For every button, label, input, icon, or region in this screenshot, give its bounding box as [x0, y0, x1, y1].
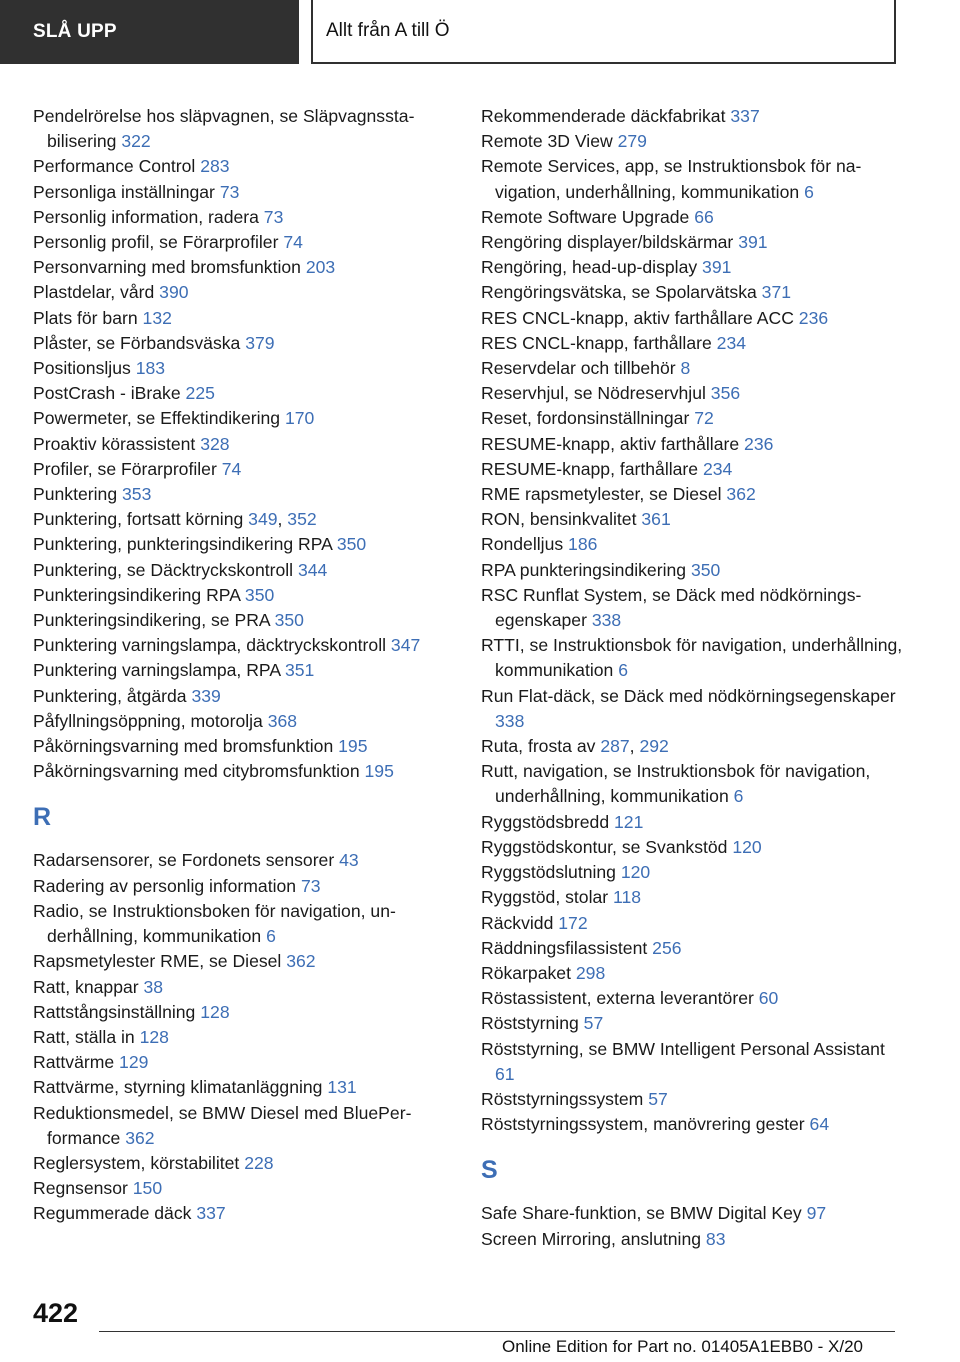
page-reference-link[interactable]: 150 [132, 1178, 163, 1199]
index-entry [481, 154, 906, 204]
index-entry [33, 154, 458, 179]
index-entry [33, 1101, 458, 1151]
index-entry-text: Ryggstödsbredd [481, 811, 610, 832]
index-entry [33, 949, 458, 974]
page-reference-link[interactable]: 391 [738, 232, 768, 253]
index-entry [481, 507, 906, 532]
index-entry [481, 961, 906, 986]
index-entry [481, 1011, 906, 1036]
index-entry [481, 860, 906, 885]
index-entry [33, 1201, 458, 1226]
index-entry-text: Röststyrning [481, 1013, 579, 1034]
index-entry [33, 583, 458, 608]
index-entry-text: Plats för barn [33, 307, 138, 328]
page-reference-link[interactable]: 129 [119, 1052, 149, 1073]
index-entry-text: Punktering varningslampa, däcktryckskontroll [33, 635, 387, 656]
index-entry [481, 306, 906, 331]
index-entry-text: Plåster, se Förbandsväska [33, 332, 241, 353]
index-entry-text: Rattvärme [33, 1052, 115, 1073]
index-entry-text: Ryggstödslutning [481, 862, 616, 883]
index-entry-text: Punkteringsindikering, se PRA [33, 610, 270, 631]
index-entry [33, 381, 458, 406]
index-entry-text: RESUME-knapp, farthållare [481, 458, 699, 479]
index-entry [33, 205, 458, 230]
page-reference-link[interactable]: 60 [758, 988, 779, 1009]
index-entry-text: Ruta, frosta av [481, 736, 596, 757]
index-entry [33, 230, 458, 255]
index-entry [33, 684, 458, 709]
page-reference-link[interactable]: 368 [267, 710, 298, 731]
index-entry [33, 306, 458, 331]
index-entry [33, 532, 458, 557]
index-entry [33, 658, 458, 683]
index-entry-text: Regnsensor [33, 1178, 128, 1199]
page-reference-link[interactable]: 74 [283, 232, 303, 253]
page-reference-link[interactable]: 337 [196, 1203, 226, 1224]
page-reference-link[interactable]: 350 [690, 559, 721, 580]
index-entry [33, 1075, 458, 1100]
page-reference-link[interactable]: 283 [200, 156, 230, 177]
index-entry [481, 482, 906, 507]
index-column-right [481, 104, 906, 1252]
index-entry [481, 205, 906, 230]
index-entry [481, 1087, 906, 1112]
index-entry-text: Remote Services, app, se Instruktionsbok för navigation, underhållning, kommunikation [481, 156, 862, 202]
index-entry-text: Röststyrning, se BMW Intelligent Personal Assistant [481, 1038, 885, 1059]
page-reference-link[interactable]: 83 [705, 1228, 726, 1249]
page-reference-link[interactable]: 279 [617, 131, 647, 152]
page-reference-link[interactable]: 349 [248, 509, 278, 530]
index-entry [33, 734, 458, 759]
index-entry-text: Rökarpaket [481, 962, 571, 983]
page-reference-link[interactable]: 361 [641, 509, 671, 530]
page-reference-link[interactable]: 131 [327, 1077, 357, 1098]
index-entry [481, 684, 906, 734]
page-reference-link[interactable]: 74 [221, 458, 242, 479]
index-entry-text: Reservhjul, se Nödreservhjul [481, 383, 706, 404]
index-entry-text: Rengöring displayer/bildskärmar [481, 232, 734, 253]
page-reference-link[interactable]: 353 [122, 484, 152, 505]
index-entry [33, 482, 458, 507]
page-reference-link[interactable]: 128 [200, 1001, 230, 1022]
index-entry [481, 457, 906, 482]
index-entry [33, 280, 458, 305]
index-entry [33, 331, 458, 356]
index-entry-text: RME rapsmetylester, se Diesel [481, 484, 722, 505]
page-reference-link[interactable]: 120 [620, 862, 651, 883]
index-entry-text: Safe Share-funktion, se BMW Digital Key [481, 1203, 802, 1224]
index-entry [481, 1227, 906, 1252]
index-entry: Punktering, fortsatt körning 349, 352 [33, 509, 317, 530]
index-entry-text: Rondelljus [481, 534, 564, 555]
page-reference-link[interactable]: 328 [200, 433, 230, 454]
index-entry [33, 633, 458, 658]
page-reference-link[interactable]: 337 [730, 106, 760, 126]
index-entry-text: Punktering [33, 484, 118, 505]
page-reference-link[interactable]: 170 [284, 408, 315, 429]
page-reference-link[interactable]: 172 [558, 912, 588, 933]
index-entry-text: Röstassistent, externa leverantörer [481, 988, 754, 1009]
page-reference-link[interactable]: 43 [339, 850, 359, 871]
index-entry [481, 1037, 906, 1087]
page-reference-link[interactable]: 57 [648, 1088, 668, 1109]
index-entry-text: Plastdelar, vård [33, 282, 155, 303]
index-entry-text: Radio, se Instruktionsboken för navigation, underhållning, kommunikation [33, 900, 396, 947]
page-reference-link[interactable]: 256 [652, 937, 682, 958]
page-reference-link[interactable]: 38 [143, 976, 164, 997]
page-reference-link[interactable]: 351 [284, 660, 315, 681]
index-entry [481, 381, 906, 406]
page-reference-link[interactable]: 183 [135, 358, 166, 379]
index-entry-text: Reservdelar och tillbehör [481, 358, 676, 379]
page-reference-link[interactable]: 287 [600, 736, 630, 757]
page-reference-link[interactable]: 339 [191, 685, 221, 706]
index-entry-text: Screen Mirroring, anslutning [481, 1228, 702, 1249]
page-reference-link[interactable]: 225 [185, 383, 215, 404]
page-reference-link[interactable]: 6 [733, 786, 744, 807]
page-reference-link[interactable]: 234 [702, 458, 733, 479]
index-entry-text: Personlig information, radera [33, 206, 259, 227]
page-reference-link[interactable]: 228 [244, 1152, 274, 1173]
index-entry [33, 432, 458, 457]
index-entry [33, 899, 458, 949]
page-reference-link[interactable]: 73 [219, 181, 240, 202]
index-entry-text: Punktering, fortsatt körning [33, 509, 244, 530]
index-entry-text: Påkörningsvarning med citybromsfunktion [33, 761, 360, 782]
index-entry-text: Räddningsfilassistent [481, 937, 648, 958]
index-entry-text: RESUME-knapp, aktiv farthållare [481, 433, 740, 454]
index-entry-text: Punktering varningslampa, RPA [33, 660, 281, 681]
index-entry-text: Performance Control [33, 156, 196, 177]
index-entry-text: Radarsensorer, se Fordonets sensorer [33, 850, 335, 871]
index-entry [33, 759, 458, 784]
section-letter: S [481, 1156, 498, 1185]
page-reference-link[interactable]: 322 [121, 131, 151, 152]
page-reference-link[interactable]: 379 [245, 332, 275, 353]
page-reference-link[interactable]: 350 [244, 584, 275, 605]
page-reference-link[interactable]: 128 [139, 1026, 169, 1047]
section-tab [0, 0, 299, 64]
index-entry-text: Profiler, se Förarprofiler [33, 458, 217, 479]
page-reference-link[interactable]: 362 [726, 484, 756, 505]
index-entry [33, 848, 458, 873]
page-reference-link[interactable]: 97 [806, 1203, 827, 1224]
index-entry-text: RPA punkteringsindikering [481, 559, 687, 580]
page-reference-link[interactable]: 203 [305, 257, 336, 278]
index-entry-text: Positionsljus [33, 358, 131, 379]
index-entry [33, 874, 458, 899]
index-entry-text: Ratt, ställa in [33, 1026, 135, 1047]
page-reference-link[interactable]: 347 [390, 635, 421, 656]
page-reference-link[interactable]: 338 [495, 710, 525, 731]
page-reference-link[interactable]: 338 [591, 610, 622, 631]
index-entry-text: Röststyrningssystem [481, 1088, 644, 1109]
index-entry-text: RES CNCL-knapp, aktiv farthållare ACC [481, 307, 794, 328]
index-entry-text: Rengöringsvätska, se Spolarvätska [481, 282, 757, 303]
index-entry-text: RES CNCL-knapp, farthållare [481, 332, 712, 353]
index-entry-text: Ryggstöd, stolar [481, 887, 609, 908]
index-entry-text: RSC Runflat System, se Däck med nödkörningsegenskaper [481, 584, 862, 631]
page-reference-link[interactable]: 132 [142, 307, 172, 328]
page-reference-link[interactable]: 236 [744, 433, 774, 454]
index-entry-text: Pendelrörelse hos släpvagnen, se Släpvagnsstabilisering [33, 106, 415, 152]
index-entry-text: Proaktiv körassistent [33, 433, 196, 454]
index-entry-text: PostCrash - iBrake [33, 383, 181, 404]
index-entry [481, 406, 906, 431]
page-reference-link[interactable]: 72 [694, 408, 714, 429]
section-letter: R [33, 803, 52, 832]
index-entry-text: Rapsmetylester RME, se Diesel [33, 951, 282, 972]
index-entry [481, 532, 906, 557]
page-reference-link[interactable]: 344 [297, 559, 328, 580]
index-entry-text: Påfyllningsöppning, motorolja [33, 710, 263, 731]
index-entry-text: Punktering, se Däcktryckskontroll [33, 559, 294, 580]
index-entry-text: Punkteringsindikering RPA [33, 584, 241, 605]
index-entry [481, 1112, 906, 1137]
page-reference-link[interactable]: 73 [300, 875, 321, 896]
index-entry-text: Påkörningsvarning med bromsfunktion [33, 736, 334, 757]
page-reference-link[interactable]: 8 [680, 358, 691, 379]
index-entry [33, 608, 458, 633]
page-reference-link[interactable]: 66 [694, 206, 714, 227]
index-entry [481, 331, 906, 356]
index-entry [33, 180, 458, 205]
index-entry [33, 104, 458, 154]
index-entry-text: Remote 3D View [481, 131, 613, 152]
index-entry [33, 709, 458, 734]
page-reference-link[interactable]: 6 [804, 181, 814, 202]
index-entry-text: Radering av personlig information [33, 875, 297, 896]
page-reference-link[interactable]: 362 [125, 1127, 155, 1148]
index-entry [481, 255, 906, 280]
index-entry-text: Punktering, punkteringsindikering RPA [33, 534, 332, 555]
index-entry [33, 558, 458, 583]
index-entry-text: Personvarning med bromsfunktion [33, 257, 301, 278]
page-reference-link[interactable]: 362 [286, 951, 316, 972]
page-reference-link[interactable]: 6 [266, 926, 276, 947]
index-entry [33, 975, 458, 1000]
page-reference-link[interactable]: 118 [613, 887, 642, 908]
page-reference-link[interactable]: 350 [336, 534, 367, 555]
index-entry-text: Rengöring, head-up-display [481, 257, 698, 278]
index-entry-text: Rattvärme, styrning klimatanläggning [33, 1077, 323, 1098]
index-entry-text: RTTI, se Instruktionsbok för navigation, underhållning, kommunikation [481, 635, 903, 681]
index-entry [33, 1000, 458, 1025]
index-entry-text: Reduktionsmedel, se BMW Diesel med BluePerformance [33, 1102, 412, 1148]
footer-divider [99, 1331, 895, 1332]
page-reference-link[interactable]: 186 [568, 534, 598, 555]
index-entry-text: Personlig profil, se Förarprofiler [33, 232, 279, 253]
chapter-tab [311, 0, 896, 64]
page-reference-link[interactable]: 292 [639, 736, 669, 757]
index-entry-text: Ryggstödskontur, se Svankstöd [481, 836, 728, 857]
index-entry [481, 432, 906, 457]
index-entry [33, 1176, 458, 1201]
index-entry [33, 406, 458, 431]
index-entry [481, 104, 906, 129]
index-entry [33, 1151, 458, 1176]
page-reference-link[interactable]: 234 [716, 332, 747, 353]
index-entry-text: Röststyrningssystem, manövrering gester [481, 1114, 805, 1135]
index-entry-text: Reglersystem, körstabilitet [33, 1152, 240, 1173]
index-entry [481, 583, 906, 633]
index-entry [481, 835, 906, 860]
index-entry-text: Reset, fordonsinställningar [481, 408, 690, 429]
index-entry-text: Rattstångsinställning [33, 1001, 196, 1022]
page-number: 422 [33, 1298, 79, 1328]
index-entry-text: Rekommenderade däckfabrikat [481, 106, 726, 126]
index-entry [481, 558, 906, 583]
page-reference-link[interactable]: 298 [575, 962, 606, 983]
index-entry-text: Powermeter, se Effektindikering [33, 408, 281, 429]
index-entry-text: Remote Software Upgrade [481, 206, 690, 227]
section-title: SLÅ UPP [33, 21, 117, 42]
page-reference-link[interactable]: 121 [614, 811, 644, 832]
index-entry-text: Personliga inställningar [33, 181, 215, 202]
index-entry-text: Punktering, åtgärda [33, 685, 187, 706]
index-entry [481, 1201, 906, 1226]
index-entry [33, 255, 458, 280]
page-reference-link[interactable]: 61 [495, 1063, 515, 1084]
page-reference-link[interactable]: 390 [159, 282, 189, 303]
index-entry-text: Rutt, navigation, se Instruktionsbok för navigation, underhållning, kommunikation [481, 761, 871, 807]
index-entry-text: RON, bensinkvalitet [481, 509, 637, 530]
index-entry [481, 936, 906, 961]
index-entry [481, 230, 906, 255]
index-entry-text: Ratt, knappar [33, 976, 139, 997]
page-reference-link[interactable]: 236 [798, 307, 829, 328]
index-entry [481, 633, 906, 683]
page-reference-link[interactable]: 352 [287, 509, 317, 530]
page-reference-link[interactable]: 64 [809, 1114, 830, 1135]
index-entry [33, 1025, 458, 1050]
index-entry [481, 911, 906, 936]
index-entry [481, 759, 906, 809]
page-reference-link[interactable]: 391 [702, 257, 732, 278]
index-entry [481, 986, 906, 1011]
page-reference-link[interactable]: 120 [732, 836, 762, 857]
page-reference-link[interactable]: 195 [338, 736, 368, 757]
index-entry [481, 356, 906, 381]
page-reference-link[interactable]: 73 [263, 206, 284, 227]
page-reference-link[interactable]: 57 [583, 1013, 604, 1034]
index-entry: Ruta, frosta av 287, 292 [481, 736, 669, 757]
page-reference-link[interactable]: 371 [761, 282, 792, 303]
index-entry [481, 810, 906, 835]
index-entry [481, 280, 906, 305]
index-entry [33, 1050, 458, 1075]
page-reference-link[interactable]: 195 [364, 761, 394, 782]
page-reference-link[interactable]: 356 [710, 383, 741, 404]
page-reference-link[interactable]: 350 [274, 610, 304, 631]
index-column-left [33, 104, 458, 1227]
index-entry [33, 356, 458, 381]
footer-edition: Online Edition for Part no. 01405A1EBB0 - X/20 [502, 1337, 864, 1356]
index-entry [33, 457, 458, 482]
index-entry-text: Räckvidd [481, 912, 554, 933]
index-entry [481, 129, 906, 154]
index-entry-text: Run Flat-däck, se Däck med nödkörningsegenskaper [481, 685, 896, 706]
index-entry [481, 885, 906, 910]
chapter-title: Allt från A till Ö [326, 20, 450, 41]
page-reference-link[interactable]: 6 [618, 660, 629, 681]
index-entry-text: Regummerade däck [33, 1203, 192, 1224]
